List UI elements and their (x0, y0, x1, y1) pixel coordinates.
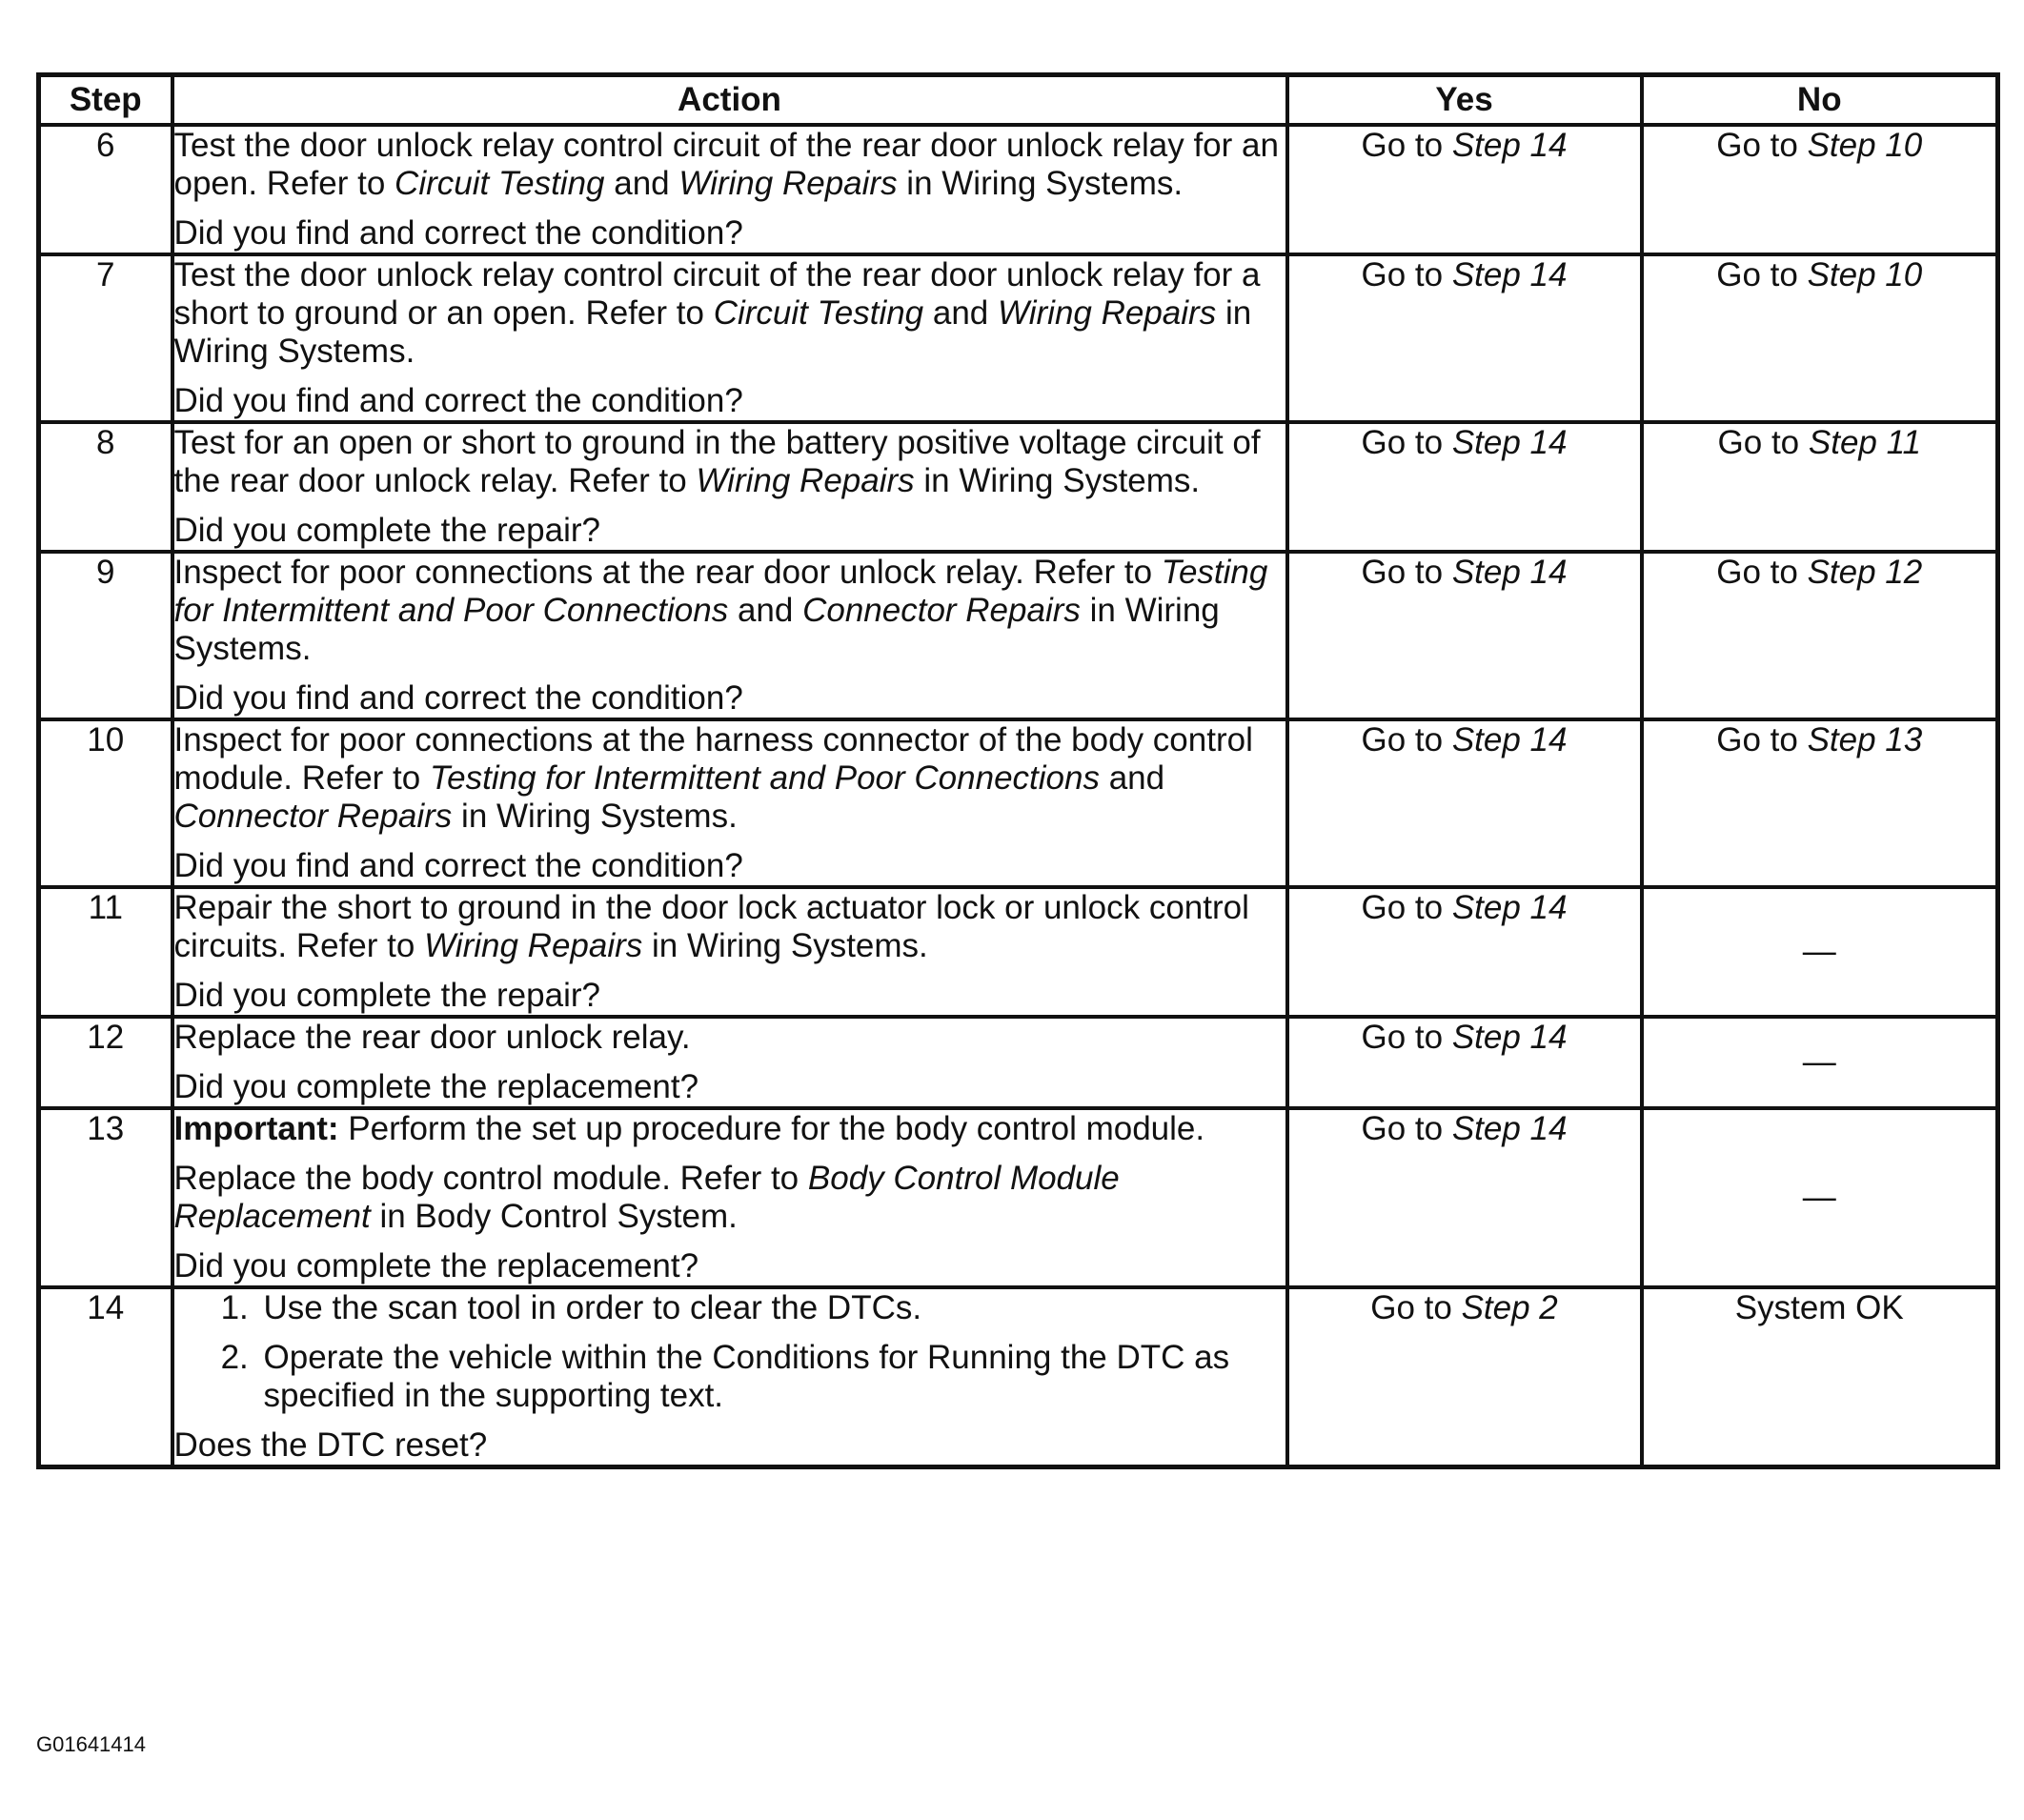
action-segment: and (923, 294, 999, 332)
no-result (1642, 1017, 1998, 1108)
action-segment: Inspect for poor connections at the rear door unlock relay. Refer to (173, 554, 1162, 591)
step-number: 7 (39, 254, 172, 422)
goto-step: Step 14 (1451, 1110, 1568, 1147)
action-cell (172, 719, 1287, 887)
goto-step: Step 14 (1451, 127, 1568, 164)
no-result-dash: — (1802, 1179, 1836, 1216)
no-result (1642, 552, 1998, 719)
action-segment: and (1099, 759, 1165, 797)
reference-link: Circuit Testing (713, 294, 924, 332)
header-action: Action (172, 75, 1287, 126)
step-number: 12 (39, 1017, 172, 1108)
reference-link: Body Control Module Replacement (173, 1160, 1120, 1235)
action-segment: and (604, 165, 679, 202)
goto-prefix: Go to (1716, 256, 1808, 293)
no-result (1642, 719, 1998, 887)
goto-step: Step 14 (1451, 256, 1568, 293)
yes-result (1287, 1017, 1642, 1108)
yes-result (1287, 719, 1642, 887)
yes-result (1287, 1287, 1642, 1467)
action-segment: Repair the short to ground in the door lock actuator lock or unlock control circuits. Refer to (173, 889, 1249, 964)
yes-result (1287, 887, 1642, 1017)
table-row (39, 422, 1998, 552)
table-header-row (39, 75, 1998, 126)
step-number: 8 (39, 422, 172, 552)
action-segment: Replace the rear door unlock relay. (173, 1019, 691, 1056)
action-cell (172, 254, 1287, 422)
goto-prefix: Go to (1716, 127, 1808, 164)
goto-step: Step 10 (1807, 256, 1923, 293)
figure-id: G01641414 (36, 1732, 146, 1756)
question-text: Did you complete the repair? (173, 512, 600, 549)
step-number: 11 (39, 887, 172, 1017)
table-row (39, 1017, 1998, 1108)
action-segment: Replace the body control module. Refer to (173, 1160, 808, 1197)
no-result (1642, 125, 1998, 254)
action-segment: in Wiring Systems. (914, 462, 1201, 499)
goto-step: Step 10 (1807, 127, 1923, 164)
action-segment: Test for an open or short to ground in the battery positive voltage circuit of the rear door unlock relay. Refer to (173, 424, 1261, 499)
action-text (174, 256, 1285, 371)
goto-prefix: Go to (1361, 1019, 1452, 1056)
goto-prefix: Go to (1361, 256, 1452, 293)
reference-link: Connector Repairs (173, 798, 453, 835)
goto-prefix: Go to (1716, 721, 1808, 758)
action-cell (172, 552, 1287, 719)
action-segment: Test the door unlock relay control circuit of the rear door unlock relay for a short to ground or an open. Refer to (173, 256, 1261, 332)
question-text: Did you complete the replacement? (173, 1247, 699, 1284)
reference-link: Circuit Testing (395, 165, 605, 202)
goto-step: Step 12 (1807, 554, 1923, 591)
yes-result (1287, 422, 1642, 552)
goto-prefix: Go to (1361, 1110, 1452, 1147)
no-result (1642, 887, 1998, 1017)
action-segment: in Body Control System. (370, 1198, 738, 1235)
action-text (174, 1019, 1285, 1057)
question-text: Did you complete the replacement? (173, 1068, 699, 1105)
step-number: 14 (39, 1287, 172, 1467)
question-text: Does the DTC reset? (173, 1426, 488, 1464)
yes-result (1287, 125, 1642, 254)
action-text (174, 127, 1285, 203)
goto-step: Step 14 (1451, 721, 1568, 758)
question-text: Did you find and correct the condition? (173, 847, 743, 884)
action-cell (172, 1108, 1287, 1287)
header-yes: Yes (1287, 75, 1642, 126)
question-text: Did you find and correct the condition? (173, 382, 743, 419)
no-result (1642, 254, 1998, 422)
reference-link: Wiring Repairs (696, 462, 915, 499)
important-text: Perform the set up procedure for the body control module. (338, 1110, 1205, 1147)
action-cell (172, 1017, 1287, 1108)
goto-step: Step 14 (1451, 1019, 1568, 1056)
table-row (39, 125, 1998, 254)
diagnostic-steps-table (36, 72, 2000, 1469)
reference-link: Wiring Repairs (678, 165, 898, 202)
reference-link: Testing for Intermittent and Poor Connections (173, 554, 1268, 629)
question-text: Did you find and correct the condition? (173, 679, 743, 717)
action-segment: in Wiring Systems. (173, 592, 1220, 667)
action-segment: Inspect for poor connections at the harness connector of the body control module. Refer to (173, 721, 1253, 797)
no-result (1642, 1287, 1998, 1467)
important-note (174, 1110, 1285, 1148)
no-result (1642, 1108, 1998, 1287)
important-label: Important: (173, 1110, 339, 1147)
goto-prefix: Go to (1361, 127, 1452, 164)
step-number: 9 (39, 552, 172, 719)
table-body (39, 125, 1998, 1467)
no-result (1642, 422, 1998, 552)
table-row (39, 887, 1998, 1017)
instruction-item: 2. Operate the vehicle within the Conditions for Running the DTC as specified in the supporting text. (258, 1339, 1285, 1415)
goto-step: Step 14 (1451, 554, 1568, 591)
goto-step: Step 11 (1808, 424, 1921, 461)
yes-result (1287, 1108, 1642, 1287)
header-no: No (1642, 75, 1998, 126)
action-segment: in Wiring Systems. (452, 798, 738, 835)
action-text (174, 424, 1285, 500)
no-result-dash: — (1802, 1043, 1836, 1081)
table-row (39, 254, 1998, 422)
instruction-list (174, 1289, 1285, 1415)
table-row (39, 1287, 1998, 1467)
goto-prefix: Go to (1361, 424, 1452, 461)
header-step: Step (39, 75, 172, 126)
goto-prefix: Go to (1716, 554, 1808, 591)
reference-link: Wiring Repairs (424, 927, 643, 964)
question-text: Did you complete the repair? (173, 977, 600, 1014)
goto-prefix: Go to (1361, 554, 1452, 591)
goto-step: Step 2 (1461, 1289, 1558, 1326)
step-number: 6 (39, 125, 172, 254)
action-text (174, 1160, 1285, 1236)
goto-prefix: Go to (1370, 1289, 1462, 1326)
goto-step: Step 14 (1451, 889, 1568, 926)
reference-link: Wiring Repairs (998, 294, 1217, 332)
reference-link: Testing for Intermittent and Poor Connections (429, 759, 1100, 797)
yes-result (1287, 552, 1642, 719)
action-text (174, 554, 1285, 668)
step-number: 10 (39, 719, 172, 887)
action-text (174, 889, 1285, 965)
yes-result (1287, 254, 1642, 422)
table-row (39, 552, 1998, 719)
action-cell (172, 1287, 1287, 1467)
action-segment: Test the door unlock relay control circuit of the rear door unlock relay for an open. Refer to (173, 127, 1279, 202)
question-text: Did you find and correct the condition? (173, 214, 743, 252)
goto-prefix: Go to (1361, 721, 1452, 758)
reference-link: Connector Repairs (802, 592, 1081, 629)
action-cell (172, 887, 1287, 1017)
table-row (39, 1108, 1998, 1287)
action-cell (172, 422, 1287, 552)
action-cell (172, 125, 1287, 254)
goto-prefix: Go to (1361, 889, 1452, 926)
goto-step: Step 13 (1807, 721, 1923, 758)
goto-step: Step 14 (1451, 424, 1568, 461)
no-result-text: System OK (1734, 1289, 1904, 1326)
action-segment: in Wiring Systems. (642, 927, 928, 964)
instruction-item: 1. Use the scan tool in order to clear the DTCs. (258, 1289, 1285, 1327)
action-segment: in Wiring Systems. (897, 165, 1184, 202)
no-result-dash: — (1802, 933, 1836, 970)
step-number: 13 (39, 1108, 172, 1287)
goto-prefix: Go to (1717, 424, 1809, 461)
table-row (39, 719, 1998, 887)
action-text (174, 721, 1285, 836)
action-segment: in Wiring Systems. (173, 294, 1252, 370)
action-segment: and (728, 592, 803, 629)
